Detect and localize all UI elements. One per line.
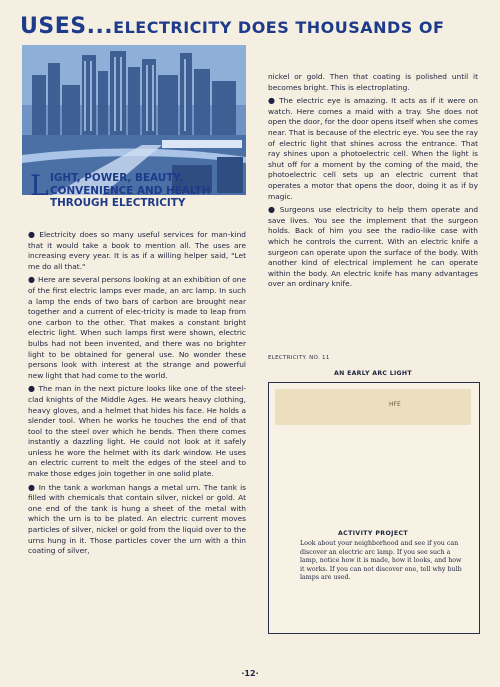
right-column xyxy=(268,72,478,293)
subhead-line-1: IGHT, POWER, BEAUTY, xyxy=(50,172,184,184)
paragraph: ● In the tank a workman hangs a metal urn. The tank is filled with chemicals that contain silver, nickel or gold. At one end of the tank is hung a sheet of the metal with which the urn is to be plated. An electric current moves particles of silver, nickel or gold from the liquid over to the urns hung in it. Those particles cover the urn with a thin coating of silver, xyxy=(28,482,246,556)
picture-card xyxy=(268,382,480,634)
activity-text: Look about your neighborhood and see if you can discover an electric arc lamp. If you see such a lamp, notice how it is made, how it looks, and how it works. If you can not discover one, tell why bulb lamps are used. xyxy=(300,540,462,581)
section-subheading xyxy=(30,169,246,210)
bullet-icon: ● xyxy=(28,230,37,239)
bullet-icon: ● xyxy=(268,96,277,106)
paragraph: ● The electric eye is amazing. It acts as if it were on watch. Here comes a maid with a tray. She does not open the door, for the door opens itself when she comes near. That is because of the electric eye. You see the ray of electric light that shines across the entrance. That ray shines upon a photoelectric cell. When the light is shut off for a moment by the coming of the maid, the photoelectric cell sets up an electric current that operates a motor that opens the door, doing it as if by magic. xyxy=(268,96,478,201)
bullet-icon: ● xyxy=(28,384,36,394)
paragraph: ● Surgeons use electricity to help them operate and save lives. You see the implement that the surgeon holds. Back of him you see the radio-like case with which he controls the current. With an electric knife a surgeon can operate upon the surface of the body. With another kind of electrical implement he can operate within the body. An electric knife has many advantages over an ordinary knife. xyxy=(268,205,479,289)
paragraph: ● Electricity does so many useful services for man-kind that it would take a book to mention all. The uses are increasing every year. It is as if a willing helper said, "Let me do all that." xyxy=(28,230,246,271)
series-label: ELECTRICITY. NO. 11 xyxy=(268,355,330,361)
drop-cap: L xyxy=(30,169,49,202)
bullet-icon: ● xyxy=(28,275,36,285)
page-title xyxy=(20,14,490,39)
paragraph: nickel or gold. Then that coating is polished until it becomes bright. This is electroplating. xyxy=(268,72,478,92)
subhead-line-3: THROUGH ELECTRICITY xyxy=(50,197,186,209)
tape-residue xyxy=(275,389,471,425)
bullet-icon: ● xyxy=(28,482,36,492)
subhead-line-2: CONVENIENCE AND HEALTH xyxy=(50,184,211,197)
bullet-icon: ● xyxy=(268,205,277,215)
title-uses: USES... xyxy=(20,14,114,39)
tape-text: HFE xyxy=(389,401,401,408)
paragraph: ● The man in the next picture looks like one of the steel-clad knights of the Middle Ages. He wears heavy clothing, heavy gloves, and a helmet that hides his face. He holds a slender tool. When he works he touches the end of that tool to the steel over which he bends. Then there comes instantly a dazzling light. He could not look at it safely unless he wore the helmet with its dark window. He uses an electric current to melt the edges of the steel and to make those edges join together in one solid plate. xyxy=(28,384,246,479)
picture-title: AN EARLY ARC LIGHT xyxy=(334,370,412,377)
activity-title: ACTIVITY PROJECT xyxy=(337,530,409,537)
left-column xyxy=(28,230,246,560)
page-number: ·12· xyxy=(241,669,259,678)
paragraph: ● Here are several persons looking at an exhibition of one of the first electric lamps ever made, an arc lamp. In such a lamp the ends of two bars of carbon are brought near together and a current of elec-tricity is made to leap from one carbon to the other. That makes a constant bright electric light. When such lamps first were shown, electric bulbs had not been invented, and there was no brighter light to be obtained for general use. No wonder these persons look with interest at the strange and powerful new light that had come to the world. xyxy=(28,275,247,380)
title-rest: ELECTRICITY DOES THOUSANDS OF xyxy=(113,18,445,37)
